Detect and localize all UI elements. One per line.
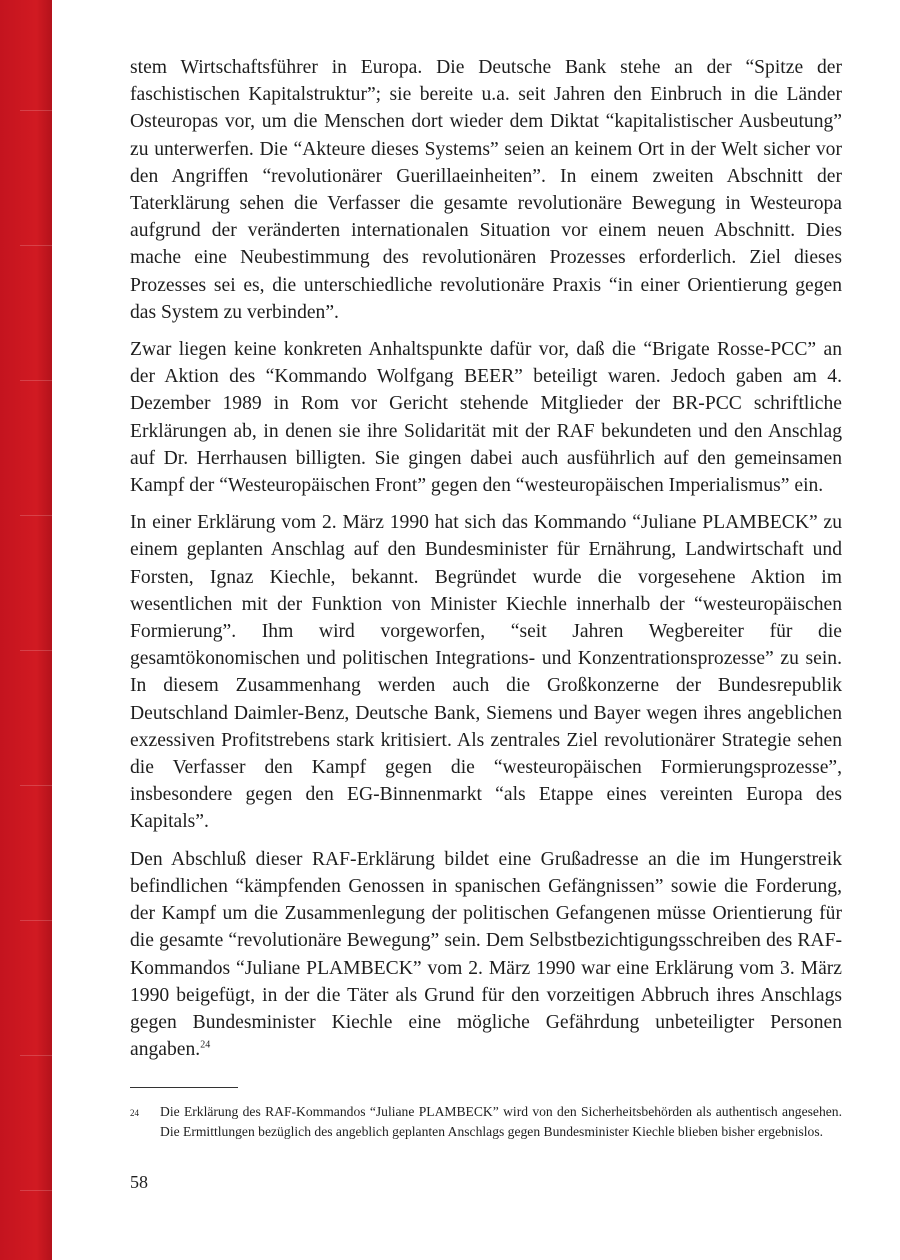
page-edge-red-stripe xyxy=(0,0,52,1260)
stripe-mark xyxy=(20,920,52,921)
paragraph-4-text: Den Abschluß dieser RAF-Erklärung bildet eine Grußadresse an die im Hungerstreik befindlichen “kämpfenden Genossen in spanischen Gefängnissen” sowie die Forderung, der Kampf um die Zusammenlegung der politischen Gefangenen müsse Orientierung für die gesamte “revolutionäre Bewegung” sein. Dem Selbstbezichtigungsschreiben des RAF-Kommandos “Juliane PLAMBECK” vom 2. März 1990 war eine Erklärung vom 3. März 1990 beigefügt, in der die Täter als Grund für den vorzeitigen Abbruch ihres Anschlags gegen Bundesminister Kiechle eine mögliche Gefährdung unbeteiligter Personen angaben. xyxy=(130,848,842,1061)
stripe-mark xyxy=(20,110,52,111)
paragraph-4 xyxy=(130,846,842,1064)
page-body xyxy=(130,54,842,1142)
footnote-mark: 24 xyxy=(130,1108,139,1119)
stripe-mark xyxy=(20,1190,52,1191)
paragraph-3: In einer Erklärung vom 2. März 1990 hat sich das Kommando “Juliane PLAMBECK” zu einem geplanten Anschlag auf den Bundesminister für Ernährung, Landwirtschaft und Forsten, Ignaz Kiechle, bekannt. Begründet wurde die vorgesehene Aktion im wesentlichen mit der Funktion von Minister Kiechle innerhalb der “westeuropäischen Formierung”. Ihm wird vorgeworfen, “seit Jahren Wegbereiter für die gesamtökonomischen und politischen Integrations- und Konzentrationsprozesse” zu sein. In diesem Zusammenhang werden auch die Großkonzerne der Bundesrepublik Deutschland Daimler-Benz, Deutsche Bank, Siemens und Bayer wegen ihres angeblichen exzessiven Profitstrebens stark kritisiert. Als zentrales Ziel revolutionärer Strategie sehen die Verfasser den Kampf gegen die “westeuropäischen Formierungsprozesse”, insbesondere gegen den EG-Binnenmarkt “als Etappe eines vereinten Europa des Kapitals”. xyxy=(130,512,842,833)
footnote-separator xyxy=(130,1087,238,1088)
stripe-mark xyxy=(20,245,52,246)
stripe-mark xyxy=(20,650,52,651)
stripe-mark xyxy=(20,515,52,516)
stripe-mark xyxy=(20,1055,52,1056)
stripe-mark xyxy=(20,785,52,786)
page-number: 58 xyxy=(130,1172,148,1192)
paragraph-1: stem Wirtschaftsführer in Europa. Die Deutsche Bank stehe an der “Spitze der faschistischen Kapitalstruktur”; sie bereite u.a. seit Jahren den Einbruch in die Länder Osteuropas vor, um die Menschen dort wieder dem Diktat “kapitalistischer Ausbeutung” zu unterwerfen. Die “Akteure dieses Systems” seien an keinem Ort in der Welt sicher vor den Angriffen “revolutionärer Guerillaeinheiten”. In einem zweiten Abschnitt der Taterklärung sehen die Verfasser die gesamte revolutionäre Bewegung in Westeuropa aufgrund der veränderten internationalen Situation vor einem neuen Abschnitt. Dies mache eine Neubestimmung des revolutionären Prozesses erforderlich. Ziel dieses Prozesses sei es, die unterschiedliche revolutionäre Praxis “in einer Orientierung gegen das System zu verbinden”. xyxy=(130,57,842,323)
footnote-reference[interactable]: 24 xyxy=(200,1039,211,1051)
paragraph-2: Zwar liegen keine konkreten Anhaltspunkte dafür vor, daß die “Brigate Rosse-PCC” an der Aktion des “Kommando Wolfgang BEER” beteiligt waren. Jedoch gaben am 4. Dezember 1989 in Rom vor Gericht stehende Mitglieder der BR-PCC schriftliche Erklärungen ab, in denen sie ihre Solidarität mit der RAF bekundeten und den Anschlag auf Dr. Herrhausen billigten. Sie gingen dabei auch ausführlich auf den gemeinsamen Kampf der “Westeuropäischen Front” gegen den “westeuropäischen Imperialismus” ein. xyxy=(130,339,842,497)
stripe-mark xyxy=(20,380,52,381)
footnote-text: Die Erklärung des RAF-Kommandos “Juliane PLAMBECK” wird von den Sicherheitsbehörden als authentisch angesehen. Die Ermittlungen bezüglich des angeblich geplanten Anschlags gegen Bundesminister Kiechle blieben bisher ergebnislos. xyxy=(160,1104,842,1140)
footnote xyxy=(130,1102,842,1142)
